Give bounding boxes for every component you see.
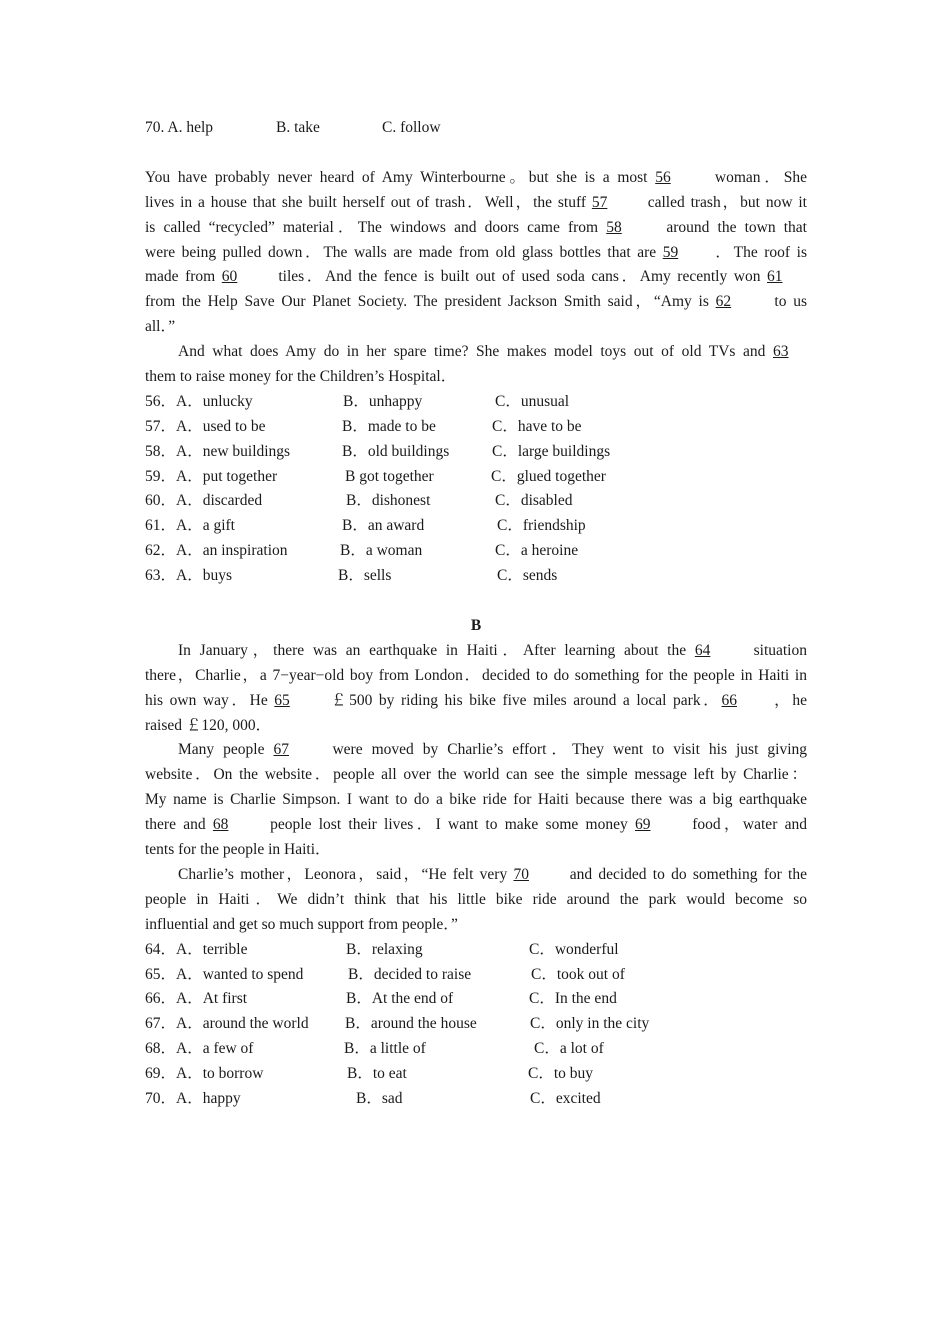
option-a: 64．A．terrible (145, 940, 248, 958)
blank-64: 64 (694, 641, 711, 659)
option-a: 57．A．used to be (145, 417, 266, 435)
passage-line: all．” (145, 318, 176, 336)
question-row (145, 1087, 807, 1112)
passage-line: influential and get so much support from people．” (145, 915, 458, 933)
question-row (145, 987, 807, 1012)
option-a: 63．A．buys (145, 567, 232, 585)
passage-line: them to raise money for the Children’s Hospital． (145, 368, 457, 386)
passage-line: website．On the website．people all over the world can see the simple message left by Charlie： (145, 766, 807, 784)
blank-66: 66 (721, 691, 737, 709)
passage-line: Charlie’s mother，Leonora，said，“He felt very 70 and decided to do something for the (145, 863, 807, 888)
option-b: B．decided to raise (348, 965, 472, 983)
passage-line: there，Charlie，a 7−year−old boy from London．decided to do something for the people in Haiti in (145, 666, 807, 684)
passage-line: You have probably never heard of Amy Winterbourne。but she is a most 56 woman．She (145, 166, 807, 191)
passage-line: were being pulled down．The walls are made from old glass bottles that are 59 ．The roof is (145, 241, 807, 266)
option-b: B．sells (338, 567, 392, 585)
passage-line: there and 68 people lost their lives．I want to make some money 69 food，water and (145, 813, 807, 838)
blank-58: 58 (606, 218, 622, 236)
option-c: C．excited (530, 1089, 601, 1107)
passage-line: is called “recycled” material．The windows and doors came from 58 around the town that (145, 216, 807, 241)
option-b: B．sad (356, 1089, 403, 1107)
options-b (145, 938, 807, 1112)
option-a: 70. A. help (145, 119, 214, 136)
option-b: B．to eat (347, 1065, 407, 1083)
option-c: C．disabled (495, 492, 573, 510)
blank-62: 62 (715, 293, 732, 311)
blank-63: 63 (773, 343, 789, 361)
question-row (145, 938, 807, 963)
option-b: B．a little of (344, 1040, 426, 1058)
blank-57: 57 (591, 193, 608, 211)
option-c: C．have to be (492, 417, 582, 435)
passage-line: And what does Amy do in her spare time? She makes model toys out of old TVs and 63 (145, 340, 807, 365)
option-c: C．took out of (531, 965, 625, 983)
option-b: B．unhappy (343, 392, 423, 410)
option-a: 60．A．discarded (145, 492, 263, 510)
option-c: C．large buildings (492, 442, 611, 460)
passage-line: In January，there was an earthquake in Haiti．After learning about the 64 situation (145, 639, 807, 664)
question-row (145, 1012, 807, 1037)
option-c: C．In the end (529, 990, 617, 1008)
option-c: C．only in the city (530, 1015, 650, 1033)
passage-line: tents for the people in Haiti． (145, 841, 331, 859)
blank-61: 61 (767, 268, 783, 286)
passage-line: people in Haiti．We didn’t think that his little bike ride around the park would become so (145, 890, 807, 908)
question-row (145, 489, 807, 514)
blank-70: 70 (513, 865, 529, 883)
passage-line: lives in a house that she built herself out of trash．Well，the stuff 57 called trash，but now it (145, 191, 807, 216)
option-c: C．sends (497, 567, 558, 585)
passage-line: raised ￡120, 000． (145, 716, 272, 734)
option-b: B．At the end of (346, 990, 454, 1008)
option-a: 65．A．wanted to spend (145, 965, 304, 983)
option-a: 58．A．new buildings (145, 442, 291, 460)
option-a: 69．A．to borrow (145, 1065, 264, 1083)
blank-56: 56 (655, 168, 671, 186)
blank-65: 65 (274, 691, 290, 709)
option-b: B．relaxing (346, 940, 423, 958)
option-c: C．friendship (497, 517, 586, 535)
option-c: C. follow (382, 119, 441, 136)
option-a: 68．A．a few of (145, 1040, 254, 1058)
question-row (145, 415, 807, 440)
document-page (145, 116, 807, 1112)
option-c: C．a lot of (534, 1040, 604, 1058)
question-row (145, 440, 807, 465)
option-b: B．a woman (340, 542, 423, 560)
option-b: B．made to be (342, 417, 436, 435)
question-row (145, 963, 807, 988)
passage-line: from the Help Save Our Planet Society. The president Jackson Smith said，“Amy is 62 to us (145, 290, 807, 315)
section-title: B (470, 617, 482, 635)
question-row (145, 465, 807, 490)
blank-60: 60 (221, 268, 238, 286)
passage-a (145, 166, 807, 390)
blank-68: 68 (212, 816, 229, 834)
question-row (145, 539, 807, 564)
blank-67: 67 (273, 741, 289, 759)
option-b: B．an award (342, 517, 425, 535)
passage-line: his own way．He 65 ￡500 by riding his bike five miles around a local park．66 ，he (145, 689, 807, 714)
option-a: 67．A．around the world (145, 1015, 309, 1033)
question-row (145, 390, 807, 415)
passage-line: My name is Charlie Simpson. I want to do a bike ride for Haiti because there was a big earthquake (145, 791, 807, 809)
option-b: B．old buildings (342, 442, 450, 460)
question-row (145, 514, 807, 539)
option-a: 70．A．happy (145, 1089, 241, 1107)
blank-59: 59 (662, 243, 679, 261)
options-a (145, 390, 807, 589)
option-a: 56．A．unlucky (145, 392, 253, 410)
passage-b (145, 639, 807, 938)
option-a: 61．A．a gift (145, 517, 235, 535)
option-c: C．unusual (495, 392, 570, 410)
question-row (145, 564, 807, 589)
option-c: C．a heroine (495, 542, 579, 560)
option-c: C．to buy (528, 1065, 594, 1083)
question-row (145, 1062, 807, 1087)
option-c: C．glued together (491, 467, 606, 485)
question-70-previous (145, 116, 807, 141)
option-a: 66．A．At first (145, 990, 248, 1008)
passage-line: made from 60 tiles．And the fence is built out of used soda cans．Amy recently won 61 (145, 265, 807, 290)
blank-69: 69 (634, 816, 651, 834)
option-a: 59．A．put together (145, 467, 278, 485)
option-a: 62．A．an inspiration (145, 542, 288, 560)
question-row (145, 1037, 807, 1062)
option-b: B．around the house (345, 1015, 477, 1033)
option-b: B. take (276, 119, 320, 136)
passage-line: Many people 67 were moved by Charlie’s effort．They went to visit his just giving (145, 738, 807, 763)
option-c: C．wonderful (529, 940, 619, 958)
option-b: B got together (345, 467, 434, 485)
option-b: B．dishonest (346, 492, 431, 510)
